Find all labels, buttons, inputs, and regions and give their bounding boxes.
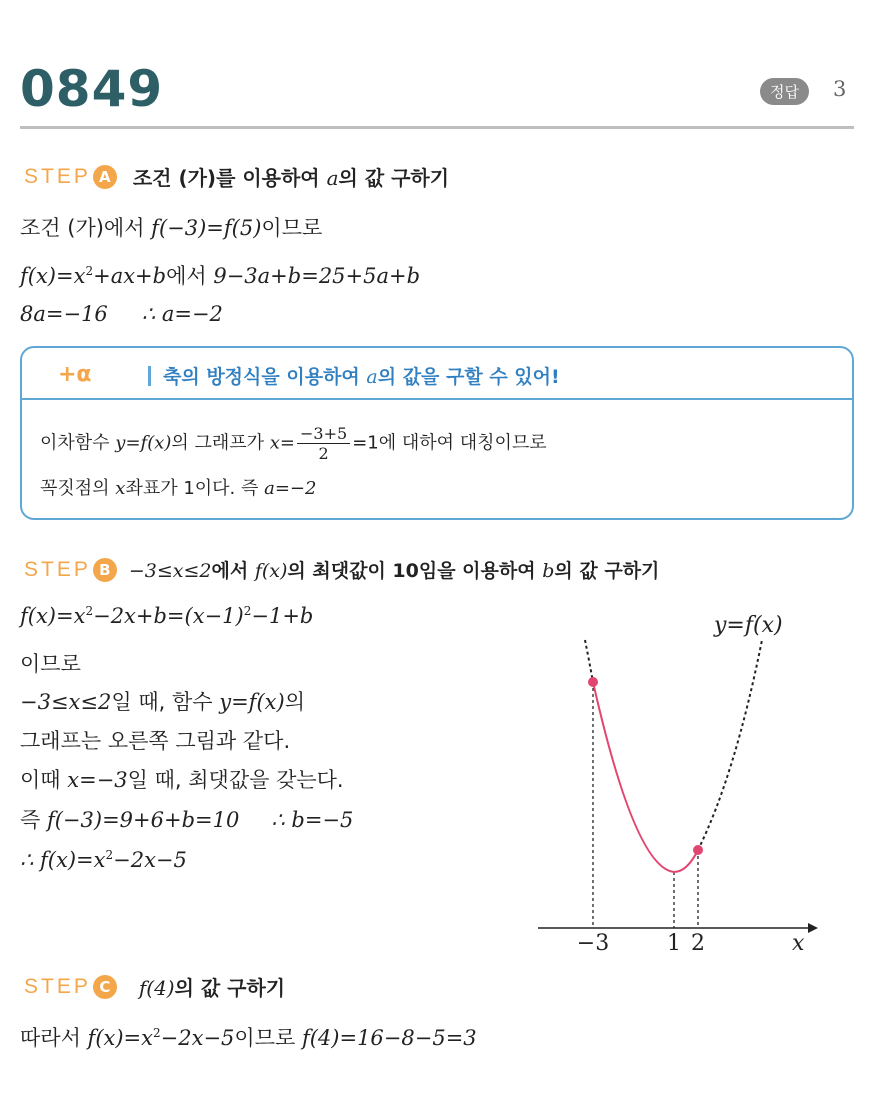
curve-segment [593,682,698,872]
step-a-line-1: 조건 (가)에서 f(−3)=f(5)이므로 [20,216,323,240]
step-b-line-5: 이때 x=−3일 때, 최댓값을 갖는다. [20,768,344,792]
answer-badge: 정답 [760,78,809,105]
step-b-line-4: 그래프는 오른쪽 그림과 같다. [20,729,291,753]
tick-label-2: 2 [691,931,705,956]
title-divider [20,126,854,129]
endpoint-left [588,677,598,687]
step-b-badge: B [93,558,117,582]
tip-line-2: 꼭짓점의 x좌표가 1이다. 즉 a=−2 [40,478,317,499]
step-b-title: −3≤x≤2에서 f(x)의 최댓값이 10임을 이용하여 b의 값 구하기 [128,560,660,582]
step-c-heading [24,972,285,1001]
tick-label-1: 1 [667,931,681,956]
answer-value: 3 [833,77,847,101]
step-c-line-1: 따라서 $f(x)=x^2-2x-5$이므로 f(4)=16−8−5=3 [20,1026,477,1050]
problem-number: 0849 [20,60,164,118]
curve-extension-left [585,640,593,682]
step-b-line-7: ∴ $f(x)=x^2-2x-5$ [20,848,187,872]
tip-line-1: 이차함수 y=f(x)의 그래프가 x= $\frac{-3+5}{2}$ =1에 대하여 대칭이므로 [40,424,547,463]
curve-label: y=f(x) [714,613,783,638]
tip-title-bar [148,366,151,386]
step-a-line-2: $f(x)=x^2+ax+b$에서 9−3a+b=25+5a+b [20,264,421,288]
step-b-line-6: 즉 f(−3)=9+6+b=10 ∴ b=−5 [20,808,354,832]
step-a-heading [24,162,449,191]
step-word: STEP [24,557,91,581]
tip-title: 축의 방정식을 이용하여 a의 값을 구할 수 있어! [163,366,560,388]
tip-fraction: $\frac{-3+5}{2}$ [297,424,350,463]
x-axis-arrow [808,923,818,933]
step-b-line-2: 이므로 [20,652,81,676]
step-word: STEP [24,164,91,188]
x-axis-label: x [792,931,805,956]
curve-extension-right [698,640,762,850]
step-c-badge: C [93,975,117,999]
plus-alpha-icon: +α [58,362,92,387]
step-a-line-3: 8a=−16 ∴ a=−2 [20,302,223,326]
step-b-line-3: −3≤x≤2일 때, 함수 y=f(x)의 [20,690,305,714]
endpoint-right [693,845,703,855]
step-c-title: f(4)의 값 구하기 [138,976,286,1000]
step-word: STEP [24,974,91,998]
tick-label-neg3: −3 [576,931,610,956]
step-a-badge: A [93,165,117,189]
step-a-title: 조건 (가)를 이용하여 a의 값 구하기 [132,166,450,190]
parabola-graph [530,600,830,970]
step-b-line-1: $f(x)=x^2-2x+b=(x-1)^2-1+b$ [20,604,314,628]
step-b-heading [24,556,659,583]
